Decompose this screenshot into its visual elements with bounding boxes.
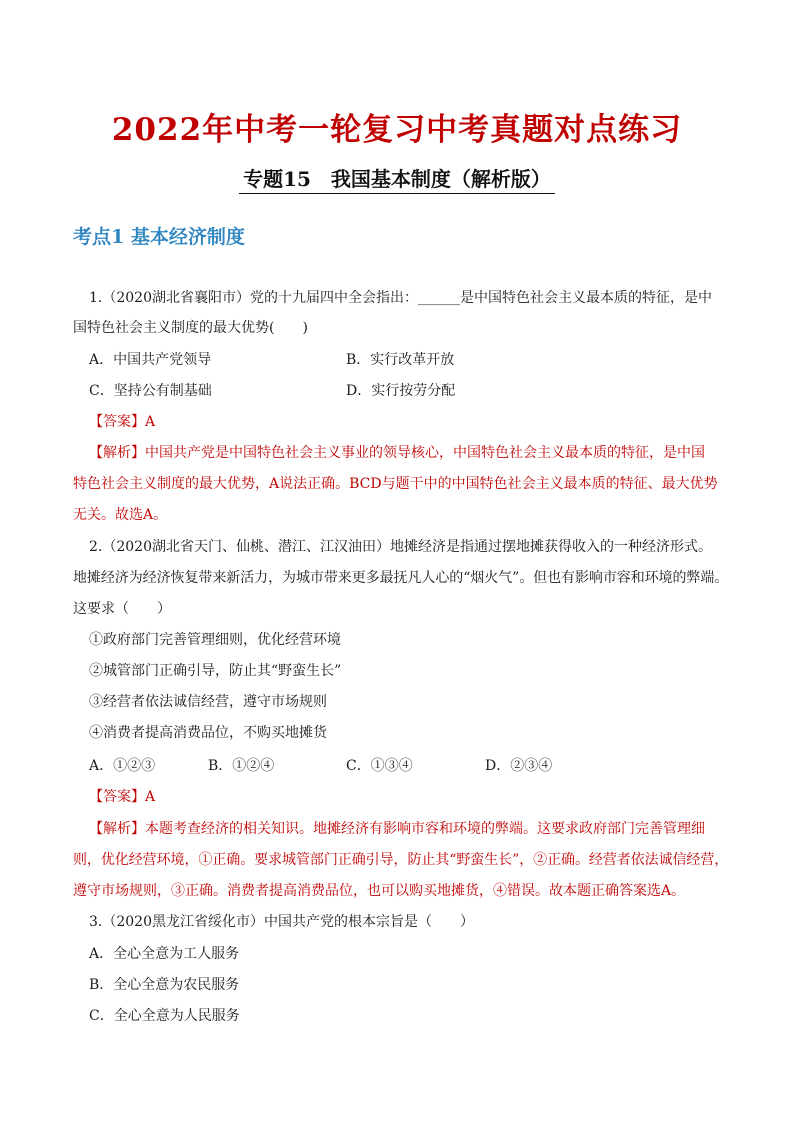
q1-option-a: A．中国共产党领导 — [89, 352, 212, 368]
q1-option-b: B．实行改革开放 — [346, 352, 455, 368]
q3-option-a: A．全心全意为工人服务 — [89, 946, 240, 962]
page-subtitle — [0, 163, 794, 194]
q2-answer: 【答案】A — [89, 789, 156, 805]
q2-option-d: D．②③④ — [485, 758, 553, 774]
q3-option-b: B．全心全意为农民服务 — [89, 977, 240, 993]
q2-option-c: C．①③④ — [346, 758, 413, 774]
subtitle-text: 专题15 我国基本制度（解析版） — [239, 163, 555, 194]
q3-option-c: C．全心全意为人民服务 — [89, 1008, 240, 1024]
q1-option-c: C．坚持公有制基础 — [89, 383, 212, 399]
q2-stem-line3: 这要求（ ） — [73, 601, 171, 617]
q2-stem-line1: 2.（2020湖北省天门、仙桃、潜江、江汉油田）地摊经济是指通过摆地摊获得收入的一种经济形式。 — [89, 539, 712, 555]
q2-statement-4: ④消费者提高消费品位，不购买地摊货 — [89, 725, 327, 741]
q1-explanation-line1: 【解析】中国共产党是中国特色社会主义事业的领导核心，中国特色社会主义最本质的特征，是中国 — [89, 445, 705, 461]
q1-option-d: D．实行按劳分配 — [346, 383, 456, 399]
q2-statement-1: ①政府部门完善管理细则，优化经营环境 — [89, 632, 341, 648]
q3-stem-line1: 3.（2020黑龙江省绥化市）中国共产党的根本宗旨是（ ） — [89, 914, 474, 930]
q2-stem-line2: 地摊经济为经济恢复带来新活力，为城市带来更多最抚凡人心的“烟火气”。但也有影响市容和环境的弊端。 — [73, 570, 729, 586]
q1-answer: 【答案】A — [89, 414, 156, 430]
q2-explanation-line3: 遵守市场规则，③正确。消费者提高消费品位，也可以购买地摊货，④错误。故本题正确答案选A。 — [73, 883, 686, 899]
q2-option-b: B．①②④ — [208, 758, 275, 774]
q2-explanation-line1: 【解析】本题考查经济的相关知识。地摊经济有影响市容和环境的弊端。这要求政府部门完善管理细 — [89, 821, 705, 837]
q2-statement-2: ②城管部门正确引导，防止其“野蛮生长” — [89, 663, 342, 679]
q1-stem-line2: 国特色社会主义制度的最大优势( ) — [73, 320, 308, 336]
q1-explanation-line3: 无关。故选A。 — [73, 507, 168, 523]
section-heading: 考点1 基本经济制度 — [73, 226, 245, 248]
q1-explanation-line2: 特色社会主义制度的最大优势，A说法正确。BCD与题干中的中国特色社会主义最本质的特征、最大优势 — [73, 476, 718, 492]
q2-statement-3: ③经营者依法诚信经营，遵守市场规则 — [89, 694, 327, 710]
q2-option-a: A．①②③ — [89, 758, 156, 774]
page-title: 2022年中考一轮复习中考真题对点练习 — [111, 112, 683, 148]
q1-stem-line1: 1.（2020湖北省襄阳市）党的十九届四中全会指出：______是中国特色社会主义最本质的特征，是中 — [89, 290, 712, 306]
q2-explanation-line2: 则，优化经营环境，①正确。要求城管部门正确引导，防止其“野蛮生长”，②正确。经营者依法诚信经营， — [73, 852, 729, 868]
